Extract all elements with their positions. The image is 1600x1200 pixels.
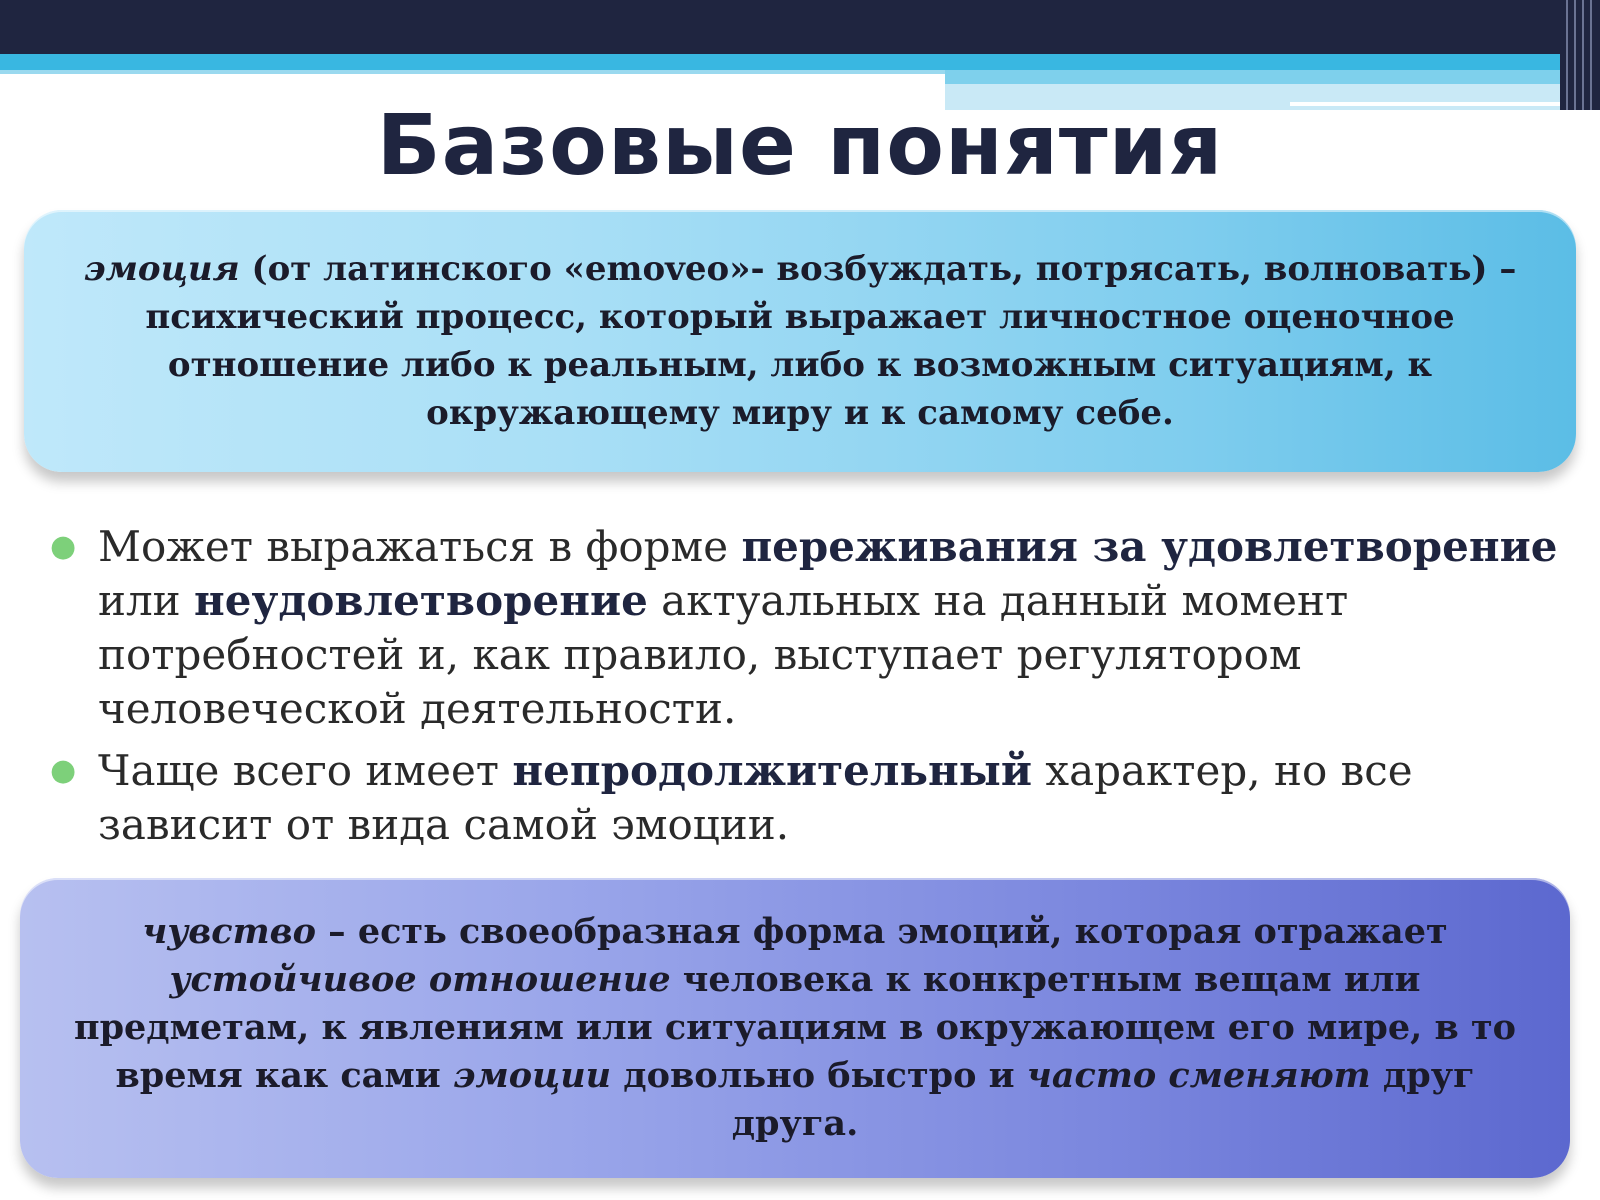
top-bar bbox=[0, 0, 1560, 54]
list-item bbox=[50, 744, 1570, 852]
decor-stripe-cyan bbox=[0, 54, 1560, 70]
decor-vertical-line bbox=[1566, 0, 1568, 110]
decor-stripe-mid bbox=[945, 70, 1560, 84]
bullet-text: характер, но все зависит от вида самой эмоции. bbox=[98, 746, 1413, 849]
bullet-dot-icon: ● bbox=[50, 753, 77, 788]
decor-vertical-line bbox=[1590, 0, 1592, 110]
page-title: Базовые понятия bbox=[376, 96, 1224, 194]
feeling-text: довольно быстро и bbox=[611, 1055, 1027, 1096]
bullet-text: актуальных на данный момент потребностей и, как правило, выступает регулятором человеческой деятельности. bbox=[98, 576, 1349, 733]
bullet-bold: неудовлетворение bbox=[194, 576, 648, 625]
decor-vertical-line bbox=[1574, 0, 1576, 110]
emotion-definition: (от латинского «emoveo»- возбуждать, потрясать, волновать) – психический процесс, который выражает личностное оценочное отношение либо к реальным, либо к возможным ситуациям, к окружающему миру и к самому себе. bbox=[145, 249, 1517, 433]
bullet-text: Чаще всего имеет bbox=[98, 746, 513, 795]
feeling-italic: устойчивое отношение bbox=[169, 959, 671, 1000]
decor-vertical-line bbox=[1582, 0, 1584, 110]
bullet-bold: переживания за удовлетворение bbox=[741, 522, 1558, 571]
bullet-dot-icon: ● bbox=[50, 529, 77, 564]
feeling-definition-text bbox=[65, 908, 1525, 1148]
emotion-definition-text bbox=[55, 245, 1545, 437]
feeling-italic: эмоции bbox=[452, 1055, 612, 1096]
feeling-definition-box bbox=[20, 878, 1570, 1178]
emotion-definition-box bbox=[24, 210, 1576, 472]
bullet-list bbox=[50, 520, 1570, 860]
feeling-italic: часто сменяют bbox=[1026, 1055, 1371, 1096]
feeling-text: – есть своеобразная форма эмоций, которая отражает bbox=[315, 911, 1448, 952]
emotion-term: эмоция bbox=[83, 249, 240, 289]
feeling-term: чувство bbox=[142, 911, 316, 952]
bullet-bold: непродолжительный bbox=[512, 746, 1033, 795]
feeling-text: друг друга. bbox=[731, 1055, 1475, 1144]
list-item bbox=[50, 520, 1570, 736]
decor-stripe-light bbox=[0, 70, 945, 74]
bullet-text: или bbox=[98, 576, 195, 625]
bullet-text: Может выражаться в форме bbox=[98, 522, 742, 571]
feeling-text: человека к конкретным вещам или предметам, к явлениям или ситуациям в окружающем его мире, в то время как сами bbox=[73, 959, 1517, 1096]
